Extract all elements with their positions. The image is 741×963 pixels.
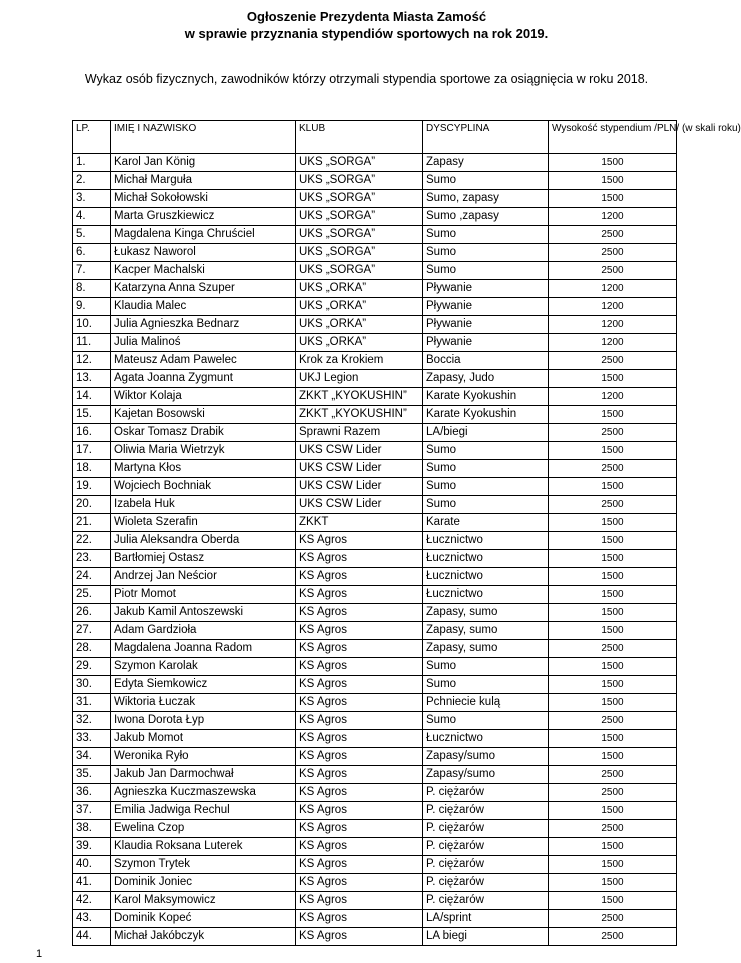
cell-lp: 30.	[73, 676, 111, 694]
table-row	[73, 460, 677, 478]
cell-club: KS Agros	[296, 532, 423, 550]
cell-club: ZKKT	[296, 514, 423, 532]
cell-discipline: Zapasy/sumo	[423, 766, 549, 784]
cell-club: UKS „ORKA”	[296, 316, 423, 334]
cell-discipline: Sumo ,zapasy	[423, 208, 549, 226]
cell-name: Klaudia Roksana Luterek	[111, 838, 296, 856]
cell-club: KS Agros	[296, 838, 423, 856]
cell-amount: 1500	[549, 838, 677, 856]
table-row	[73, 910, 677, 928]
cell-lp: 16.	[73, 424, 111, 442]
cell-discipline: Pływanie	[423, 316, 549, 334]
cell-club: KS Agros	[296, 820, 423, 838]
cell-club: KS Agros	[296, 910, 423, 928]
cell-discipline: Sumo	[423, 262, 549, 280]
cell-lp: 42.	[73, 892, 111, 910]
cell-discipline: Karate	[423, 514, 549, 532]
cell-discipline: Sumo	[423, 460, 549, 478]
table-header-row	[73, 121, 677, 154]
cell-amount: 2500	[549, 424, 677, 442]
table-row	[73, 856, 677, 874]
cell-club: UKS „SORGA”	[296, 154, 423, 172]
cell-discipline: Zapasy, sumo	[423, 640, 549, 658]
cell-amount: 1500	[549, 874, 677, 892]
table-row	[73, 640, 677, 658]
cell-club: UKS „SORGA”	[296, 226, 423, 244]
cell-discipline: Pływanie	[423, 280, 549, 298]
cell-discipline: Boccia	[423, 352, 549, 370]
cell-discipline: Zapasy, sumo	[423, 622, 549, 640]
cell-club: UKS CSW Lider	[296, 442, 423, 460]
cell-name: Michał Jakóbczyk	[111, 928, 296, 946]
cell-discipline: Łucznictwo	[423, 568, 549, 586]
cell-lp: 12.	[73, 352, 111, 370]
cell-amount: 1500	[549, 586, 677, 604]
table-row	[73, 766, 677, 784]
cell-lp: 3.	[73, 190, 111, 208]
cell-club: UKJ Legion	[296, 370, 423, 388]
cell-discipline: P. ciężarów	[423, 856, 549, 874]
cell-amount: 2500	[549, 640, 677, 658]
cell-lp: 13.	[73, 370, 111, 388]
table-row	[73, 658, 677, 676]
cell-club: UKS „ORKA”	[296, 298, 423, 316]
cell-lp: 23.	[73, 550, 111, 568]
cell-name: Andrzej Jan Neścior	[111, 568, 296, 586]
cell-club: UKS „ORKA”	[296, 334, 423, 352]
cell-amount: 2500	[549, 226, 677, 244]
cell-amount: 1500	[549, 748, 677, 766]
cell-discipline: Zapasy, Judo	[423, 370, 549, 388]
cell-club: ZKKT „KYOKUSHIN”	[296, 388, 423, 406]
cell-name: Oliwia Maria Wietrzyk	[111, 442, 296, 460]
cell-amount: 1500	[549, 802, 677, 820]
cell-lp: 41.	[73, 874, 111, 892]
table-row	[73, 514, 677, 532]
cell-name: Karol Jan König	[111, 154, 296, 172]
table-row	[73, 154, 677, 172]
cell-name: Julia Malinoś	[111, 334, 296, 352]
cell-name: Michał Sokołowski	[111, 190, 296, 208]
table-row	[73, 496, 677, 514]
cell-amount: 1500	[549, 370, 677, 388]
cell-name: Łukasz Naworol	[111, 244, 296, 262]
table-row	[73, 730, 677, 748]
table-row	[73, 622, 677, 640]
cell-discipline: Sumo	[423, 712, 549, 730]
table-row	[73, 280, 677, 298]
cell-club: KS Agros	[296, 856, 423, 874]
table-row	[73, 550, 677, 568]
cell-name: Piotr Momot	[111, 586, 296, 604]
table-row	[73, 874, 677, 892]
cell-name: Julia Agnieszka Bednarz	[111, 316, 296, 334]
cell-lp: 38.	[73, 820, 111, 838]
cell-club: UKS „ORKA”	[296, 280, 423, 298]
cell-club: KS Agros	[296, 802, 423, 820]
table-row	[73, 262, 677, 280]
cell-discipline: P. ciężarów	[423, 802, 549, 820]
cell-discipline: Zapasy	[423, 154, 549, 172]
column-header-club: KLUB	[296, 121, 423, 154]
cell-amount: 1500	[549, 658, 677, 676]
column-header-discipline: DYSCYPLINA	[423, 121, 549, 154]
cell-lp: 17.	[73, 442, 111, 460]
cell-name: Klaudia Malec	[111, 298, 296, 316]
cell-club: Sprawni Razem	[296, 424, 423, 442]
cell-club: KS Agros	[296, 730, 423, 748]
cell-amount: 1500	[549, 190, 677, 208]
cell-lp: 40.	[73, 856, 111, 874]
cell-name: Michał Marguła	[111, 172, 296, 190]
cell-name: Marta Gruszkiewicz	[111, 208, 296, 226]
cell-discipline: LA biegi	[423, 928, 549, 946]
cell-amount: 1200	[549, 334, 677, 352]
cell-discipline: LA/sprint	[423, 910, 549, 928]
cell-name: Dominik Kopeć	[111, 910, 296, 928]
table-row	[73, 586, 677, 604]
cell-name: Agnieszka Kuczmaszewska	[111, 784, 296, 802]
table-row	[73, 712, 677, 730]
cell-lp: 43.	[73, 910, 111, 928]
cell-club: ZKKT „KYOKUSHIN”	[296, 406, 423, 424]
cell-amount: 2500	[549, 496, 677, 514]
table-row	[73, 208, 677, 226]
cell-amount: 1200	[549, 316, 677, 334]
cell-discipline: Sumo	[423, 226, 549, 244]
cell-discipline: Sumo	[423, 478, 549, 496]
table-row	[73, 694, 677, 712]
cell-lp: 25.	[73, 586, 111, 604]
cell-lp: 21.	[73, 514, 111, 532]
cell-club: KS Agros	[296, 784, 423, 802]
cell-club: KS Agros	[296, 694, 423, 712]
cell-lp: 39.	[73, 838, 111, 856]
table-row	[73, 334, 677, 352]
cell-discipline: Sumo	[423, 244, 549, 262]
cell-club: UKS CSW Lider	[296, 460, 423, 478]
cell-lp: 11.	[73, 334, 111, 352]
cell-discipline: Pływanie	[423, 298, 549, 316]
cell-club: KS Agros	[296, 712, 423, 730]
cell-discipline: Łucznictwo	[423, 550, 549, 568]
cell-name: Szymon Karolak	[111, 658, 296, 676]
cell-club: KS Agros	[296, 568, 423, 586]
cell-name: Martyna Kłos	[111, 460, 296, 478]
cell-amount: 1500	[549, 478, 677, 496]
cell-club: KS Agros	[296, 766, 423, 784]
cell-discipline: Sumo	[423, 658, 549, 676]
table-row	[73, 784, 677, 802]
cell-amount: 1500	[549, 604, 677, 622]
cell-lp: 4.	[73, 208, 111, 226]
cell-lp: 5.	[73, 226, 111, 244]
column-header-name: IMIĘ I NAZWISKO	[111, 121, 296, 154]
cell-lp: 9.	[73, 298, 111, 316]
cell-lp: 7.	[73, 262, 111, 280]
cell-name: Dominik Joniec	[111, 874, 296, 892]
cell-name: Szymon Trytek	[111, 856, 296, 874]
cell-name: Weronika Ryło	[111, 748, 296, 766]
cell-lp: 14.	[73, 388, 111, 406]
cell-club: UKS „SORGA”	[296, 208, 423, 226]
cell-name: Julia Aleksandra Oberda	[111, 532, 296, 550]
cell-discipline: Sumo	[423, 676, 549, 694]
cell-amount: 1500	[549, 694, 677, 712]
cell-lp: 37.	[73, 802, 111, 820]
cell-club: Krok za Krokiem	[296, 352, 423, 370]
table-row	[73, 838, 677, 856]
cell-amount: 1200	[549, 298, 677, 316]
cell-name: Wioleta Szerafin	[111, 514, 296, 532]
cell-club: KS Agros	[296, 550, 423, 568]
cell-amount: 1500	[549, 676, 677, 694]
cell-discipline: P. ciężarów	[423, 838, 549, 856]
cell-lp: 36.	[73, 784, 111, 802]
cell-name: Kacper Machalski	[111, 262, 296, 280]
cell-name: Iwona Dorota Łyp	[111, 712, 296, 730]
cell-name: Magdalena Joanna Radom	[111, 640, 296, 658]
cell-club: KS Agros	[296, 640, 423, 658]
cell-amount: 1500	[549, 622, 677, 640]
cell-lp: 34.	[73, 748, 111, 766]
cell-name: Bartłomiej Ostasz	[111, 550, 296, 568]
document-header	[0, 8, 733, 42]
table-row	[73, 352, 677, 370]
column-header-lp: LP.	[73, 121, 111, 154]
cell-lp: 15.	[73, 406, 111, 424]
cell-lp: 24.	[73, 568, 111, 586]
header-line-1: Ogłoszenie Prezydenta Miasta Zamość	[246, 9, 487, 24]
cell-name: Kajetan Bosowski	[111, 406, 296, 424]
cell-club: KS Agros	[296, 676, 423, 694]
table-row	[73, 298, 677, 316]
cell-amount: 2500	[549, 910, 677, 928]
cell-name: Karol Maksymowicz	[111, 892, 296, 910]
cell-name: Ewelina Czop	[111, 820, 296, 838]
table-row	[73, 802, 677, 820]
cell-discipline: Sumo, zapasy	[423, 190, 549, 208]
cell-amount: 2500	[549, 712, 677, 730]
cell-discipline: Karate Kyokushin	[423, 406, 549, 424]
cell-discipline: P. ciężarów	[423, 820, 549, 838]
cell-lp: 2.	[73, 172, 111, 190]
cell-club: KS Agros	[296, 892, 423, 910]
table-row	[73, 820, 677, 838]
cell-lp: 22.	[73, 532, 111, 550]
cell-name: Agata Joanna Zygmunt	[111, 370, 296, 388]
table-row	[73, 190, 677, 208]
cell-name: Adam Gardzioła	[111, 622, 296, 640]
cell-discipline: Łucznictwo	[423, 730, 549, 748]
cell-lp: 28.	[73, 640, 111, 658]
table-row	[73, 892, 677, 910]
table-row	[73, 370, 677, 388]
cell-lp: 18.	[73, 460, 111, 478]
cell-discipline: Łucznictwo	[423, 586, 549, 604]
cell-lp: 44.	[73, 928, 111, 946]
cell-amount: 2500	[549, 460, 677, 478]
cell-club: UKS CSW Lider	[296, 496, 423, 514]
cell-discipline: Zapasy/sumo	[423, 748, 549, 766]
cell-club: KS Agros	[296, 748, 423, 766]
page-number: 1	[36, 948, 43, 960]
cell-amount: 1200	[549, 388, 677, 406]
cell-amount: 2500	[549, 262, 677, 280]
table-row	[73, 748, 677, 766]
cell-club: KS Agros	[296, 604, 423, 622]
cell-discipline: Pchniecie kulą	[423, 694, 549, 712]
cell-club: UKS „SORGA”	[296, 190, 423, 208]
cell-name: Oskar Tomasz Drabik	[111, 424, 296, 442]
table-row	[73, 604, 677, 622]
cell-lp: 33.	[73, 730, 111, 748]
cell-discipline: Zapasy, sumo	[423, 604, 549, 622]
cell-club: UKS „SORGA”	[296, 262, 423, 280]
cell-club: KS Agros	[296, 928, 423, 946]
cell-lp: 27.	[73, 622, 111, 640]
cell-amount: 2500	[549, 928, 677, 946]
cell-name: Jakub Momot	[111, 730, 296, 748]
cell-club: KS Agros	[296, 622, 423, 640]
table-row	[73, 316, 677, 334]
cell-lp: 31.	[73, 694, 111, 712]
cell-discipline: Sumo	[423, 442, 549, 460]
cell-discipline: Sumo	[423, 496, 549, 514]
cell-amount: 1500	[549, 568, 677, 586]
cell-name: Edyta Siemkowicz	[111, 676, 296, 694]
cell-amount: 2500	[549, 766, 677, 784]
cell-amount: 1500	[549, 514, 677, 532]
cell-amount: 1500	[549, 532, 677, 550]
cell-name: Magdalena Kinga Chruściel	[111, 226, 296, 244]
cell-club: UKS „SORGA”	[296, 244, 423, 262]
cell-lp: 32.	[73, 712, 111, 730]
table-row	[73, 478, 677, 496]
cell-lp: 19.	[73, 478, 111, 496]
cell-discipline: LA/biegi	[423, 424, 549, 442]
cell-name: Emilia Jadwiga Rechul	[111, 802, 296, 820]
cell-amount: 1500	[549, 172, 677, 190]
cell-name: Wojciech Bochniak	[111, 478, 296, 496]
stipend-table	[72, 120, 741, 946]
cell-discipline: P. ciężarów	[423, 874, 549, 892]
cell-amount: 1500	[549, 442, 677, 460]
cell-discipline: Pływanie	[423, 334, 549, 352]
cell-amount: 1500	[549, 730, 677, 748]
document-subtitle: Wykaz osób fizycznych, zawodników którzy otrzymali stypendia sportowe za osiągnięcia w roku 2018.	[84, 72, 649, 86]
cell-name: Izabela Huk	[111, 496, 296, 514]
cell-discipline: P. ciężarów	[423, 892, 549, 910]
cell-amount: 1200	[549, 280, 677, 298]
cell-amount: 2500	[549, 820, 677, 838]
table-row	[73, 568, 677, 586]
table-row	[73, 406, 677, 424]
cell-club: KS Agros	[296, 586, 423, 604]
cell-discipline: Sumo	[423, 172, 549, 190]
cell-amount: 2500	[549, 784, 677, 802]
cell-name: Katarzyna Anna Szuper	[111, 280, 296, 298]
cell-amount: 2500	[549, 244, 677, 262]
cell-lp: 35.	[73, 766, 111, 784]
cell-name: Jakub Jan Darmochwał	[111, 766, 296, 784]
table-row	[73, 424, 677, 442]
cell-discipline: Łucznictwo	[423, 532, 549, 550]
cell-lp: 1.	[73, 154, 111, 172]
table-row	[73, 172, 677, 190]
cell-lp: 8.	[73, 280, 111, 298]
cell-discipline: Karate Kyokushin	[423, 388, 549, 406]
cell-amount: 1500	[549, 406, 677, 424]
table-row	[73, 676, 677, 694]
cell-lp: 20.	[73, 496, 111, 514]
header-line-2: w sprawie przyznania stypendiów sportowych na rok 2019.	[184, 26, 549, 41]
cell-name: Wiktor Kolaja	[111, 388, 296, 406]
table-row	[73, 442, 677, 460]
table-row	[73, 532, 677, 550]
cell-lp: 29.	[73, 658, 111, 676]
cell-amount: 1200	[549, 208, 677, 226]
cell-amount: 1500	[549, 856, 677, 874]
cell-amount: 1500	[549, 892, 677, 910]
cell-club: UKS CSW Lider	[296, 478, 423, 496]
table-row	[73, 226, 677, 244]
cell-club: KS Agros	[296, 874, 423, 892]
cell-amount: 1500	[549, 550, 677, 568]
cell-lp: 6.	[73, 244, 111, 262]
table-row	[73, 928, 677, 946]
cell-name: Wiktoria Łuczak	[111, 694, 296, 712]
column-header-amount: Wysokość stypendium /PLN/ (w skali roku)	[549, 121, 677, 154]
cell-name: Mateusz Adam Pawelec	[111, 352, 296, 370]
cell-discipline: P. ciężarów	[423, 784, 549, 802]
table-body	[73, 154, 677, 946]
cell-club: KS Agros	[296, 658, 423, 676]
cell-club: UKS „SORGA”	[296, 172, 423, 190]
cell-lp: 10.	[73, 316, 111, 334]
table-row	[73, 388, 677, 406]
cell-lp: 26.	[73, 604, 111, 622]
cell-name: Jakub Kamil Antoszewski	[111, 604, 296, 622]
table-row	[73, 244, 677, 262]
cell-amount: 1500	[549, 154, 677, 172]
cell-amount: 2500	[549, 352, 677, 370]
